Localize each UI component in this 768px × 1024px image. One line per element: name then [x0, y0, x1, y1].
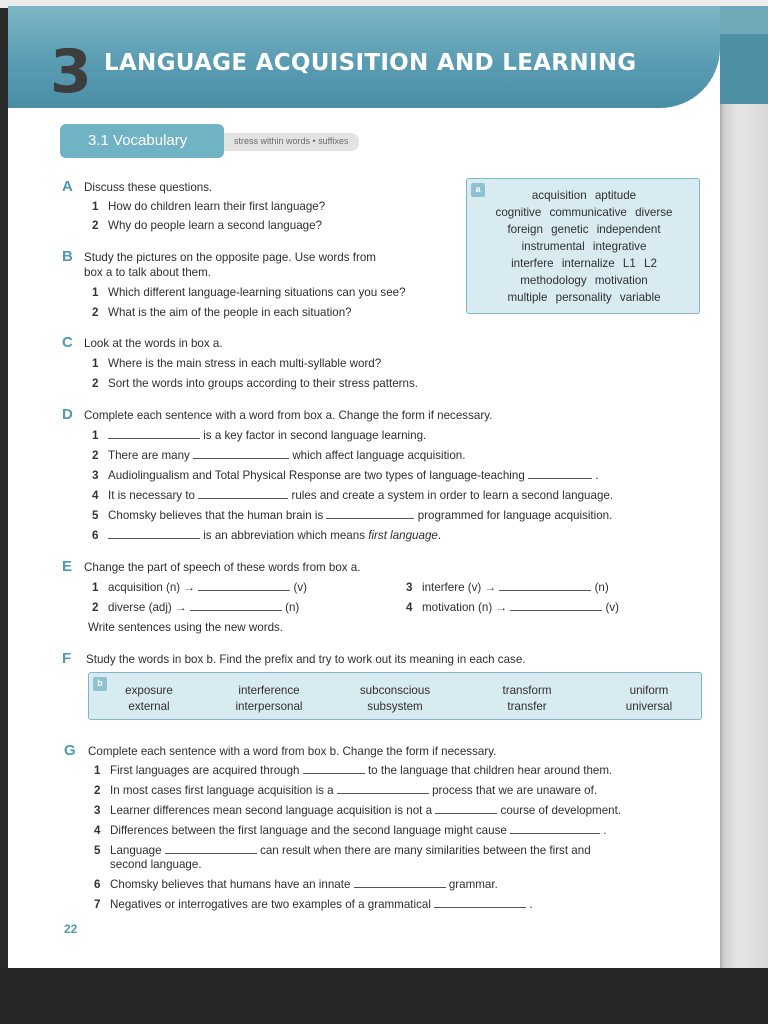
answer-blank[interactable] — [198, 581, 290, 591]
exercise-e-instruction: Change the part of speech of these words from box a. — [84, 561, 361, 574]
chapter-banner — [8, 6, 720, 108]
exercise-b-letter: B — [62, 248, 73, 265]
answer-blank[interactable] — [198, 489, 288, 499]
exercise-d-item-4: It is necessary to rules and create a system in order to learn a second language. — [108, 489, 614, 502]
exercise-a-item-num: 2 — [92, 219, 99, 232]
section-tab — [60, 124, 224, 158]
answer-blank[interactable] — [510, 601, 602, 611]
exercise-g-item-5-continued: second language. — [110, 858, 202, 871]
exercise-d-item-2: There are many which affect language acquisition. — [108, 449, 466, 462]
exercise-d-item-num: 6 — [92, 529, 99, 542]
box-a-words: foreign genetic independent — [507, 223, 661, 236]
exercise-c-instruction: Look at the words in box a. — [84, 337, 223, 350]
section-subtitle: stress within words • suffixes — [224, 133, 359, 151]
exercise-g-letter: G — [64, 742, 76, 759]
exercise-g-item-num: 5 — [94, 844, 101, 857]
vocabulary-box-b — [88, 672, 702, 720]
box-b-word: subconscious — [359, 684, 431, 697]
box-a-words: instrumental integrative — [521, 240, 647, 253]
exercise-g-item-num: 6 — [94, 878, 101, 891]
chapter-title: LANGUAGE ACQUISITION AND LEARNING — [104, 50, 637, 76]
answer-blank[interactable] — [435, 804, 497, 814]
answer-blank[interactable] — [499, 581, 591, 591]
exercise-g-item-6: Chomsky believes that humans have an innate grammar. — [110, 878, 498, 891]
exercise-g-item-7: Negatives or interrogatives are two examples of a grammatical . — [110, 898, 533, 911]
answer-blank[interactable] — [193, 449, 289, 459]
exercise-d-item-6: is an abbreviation which means first language. — [108, 529, 441, 543]
exercise-d-item-1: is a key factor in second language learning. — [108, 429, 426, 443]
exercise-d-item-num: 2 — [92, 449, 99, 462]
exercise-e-item-1: acquisition (n) → (v) — [108, 581, 307, 594]
exercise-d-item-num: 4 — [92, 489, 99, 502]
exercise-f-instruction: Study the words in box b. Find the prefix and try to work out its meaning in each case. — [86, 653, 526, 666]
box-b-word: external — [128, 700, 170, 713]
exercise-g-item-num: 4 — [94, 824, 101, 837]
exercise-a-item: How do children learn their first language? — [108, 200, 326, 213]
box-b-word: uniform — [629, 684, 669, 697]
exercise-e-letter: E — [62, 558, 73, 575]
box-a-words: acquisition aptitude — [531, 189, 637, 202]
exercise-e-item-num: 2 — [92, 601, 99, 614]
box-a-words: multiple personality variable — [507, 291, 661, 304]
exercise-b-item-num: 2 — [92, 306, 99, 319]
exercise-g-item-3: Learner differences mean second language acquisition is not a course of development. — [110, 804, 622, 817]
answer-blank[interactable] — [190, 601, 282, 611]
exercise-e-follow-up: Write sentences using the new words. — [88, 621, 284, 634]
exercise-b-item: What is the aim of the people in each situation? — [108, 306, 352, 319]
box-a-words: interfere internalize L1 L2 — [511, 257, 657, 270]
textbook-page — [8, 6, 720, 968]
box-b-word: interpersonal — [235, 700, 303, 713]
answer-blank[interactable] — [434, 898, 526, 908]
box-b-label: b — [93, 677, 107, 691]
exercise-g-item-5: Language can result when there are many similarities between the first and — [110, 844, 591, 857]
box-a-label: a — [471, 183, 485, 197]
exercise-d-item-num: 1 — [92, 429, 99, 442]
exercise-d-item-num: 3 — [92, 469, 99, 482]
answer-blank[interactable] — [108, 429, 200, 439]
exercise-a-letter: A — [62, 178, 73, 195]
chapter-number: 3 — [50, 37, 90, 107]
exercise-g-item-4: Differences between the first language and the second language might cause . — [110, 824, 607, 837]
exercise-b-instruction: box a to talk about them. — [84, 266, 211, 279]
box-b-word: interference — [238, 684, 300, 697]
exercise-b-item: Which different language-learning situations can you see? — [108, 286, 406, 299]
exercise-d-item-num: 5 — [92, 509, 99, 522]
answer-blank[interactable] — [303, 764, 365, 774]
section-title: 3.1 Vocabulary — [88, 132, 188, 149]
facing-page-edge — [718, 6, 768, 968]
answer-blank[interactable] — [326, 509, 414, 519]
exercise-e-item-4: motivation (n) → (v) — [422, 601, 620, 614]
exercise-b-instruction: Study the pictures on the opposite page. Use words from — [84, 251, 376, 264]
scanner-background — [0, 968, 768, 1024]
exercise-c-item-num: 1 — [92, 357, 99, 370]
exercise-e-item-num: 4 — [406, 601, 413, 614]
answer-blank[interactable] — [528, 469, 592, 479]
exercise-g-item-num: 3 — [94, 804, 101, 817]
exercise-d-instruction: Complete each sentence with a word from box a. Change the form if necessary. — [84, 409, 493, 422]
exercise-g-item-num: 7 — [94, 898, 101, 911]
answer-blank[interactable] — [354, 878, 446, 888]
facing-page-banner-dark — [718, 34, 768, 104]
exercise-g-item-num: 2 — [94, 784, 101, 797]
box-a-words: methodology motivation — [520, 274, 648, 287]
exercise-g-item-1: First languages are acquired through to the language that children hear around them. — [110, 764, 613, 777]
exercise-e-item-num: 1 — [92, 581, 99, 594]
exercise-c-letter: C — [62, 334, 73, 351]
exercise-f-letter: F — [62, 650, 72, 667]
page-number: 22 — [64, 922, 78, 936]
exercise-c-item: Sort the words into groups according to their stress patterns. — [108, 377, 418, 390]
box-b-word: universal — [625, 700, 673, 713]
exercise-b-item-num: 1 — [92, 286, 99, 299]
exercise-g-item-2: In most cases first language acquisition is a process that we are unaware of. — [110, 784, 598, 797]
box-b-word: transform — [502, 684, 552, 697]
answer-blank[interactable] — [108, 529, 200, 539]
box-b-word: exposure — [125, 684, 173, 697]
answer-blank[interactable] — [337, 784, 429, 794]
exercise-a-item: Why do people learn a second language? — [108, 219, 322, 232]
exercise-a-item-num: 1 — [92, 200, 99, 213]
exercise-d-letter: D — [62, 406, 73, 423]
exercise-g-instruction: Complete each sentence with a word from box b. Change the form if necessary. — [88, 745, 497, 758]
answer-blank[interactable] — [165, 844, 257, 854]
box-b-word: subsystem — [367, 700, 423, 713]
exercise-e-item-num: 3 — [406, 581, 413, 594]
exercise-c-item: Where is the main stress in each multi-syllable word? — [108, 357, 382, 370]
exercise-g-item-num: 1 — [94, 764, 101, 777]
exercise-c-item-num: 2 — [92, 377, 99, 390]
exercise-d-item-5: Chomsky believes that the human brain is programmed for language acquisition. — [108, 509, 613, 522]
exercise-e-item-3: interfere (v) → (n) — [422, 581, 609, 594]
facing-page-banner-light — [718, 6, 768, 34]
exercise-a-instruction: Discuss these questions. — [84, 181, 213, 194]
vocabulary-box-a — [466, 178, 700, 314]
exercise-e-item-2: diverse (adj) → (n) — [108, 601, 300, 614]
answer-blank[interactable] — [510, 824, 600, 834]
box-a-words: cognitive communicative diverse — [495, 206, 673, 219]
exercise-d-item-3: Audiolingualism and Total Physical Response are two types of language-teaching . — [108, 469, 599, 482]
box-b-word: transfer — [507, 700, 547, 713]
